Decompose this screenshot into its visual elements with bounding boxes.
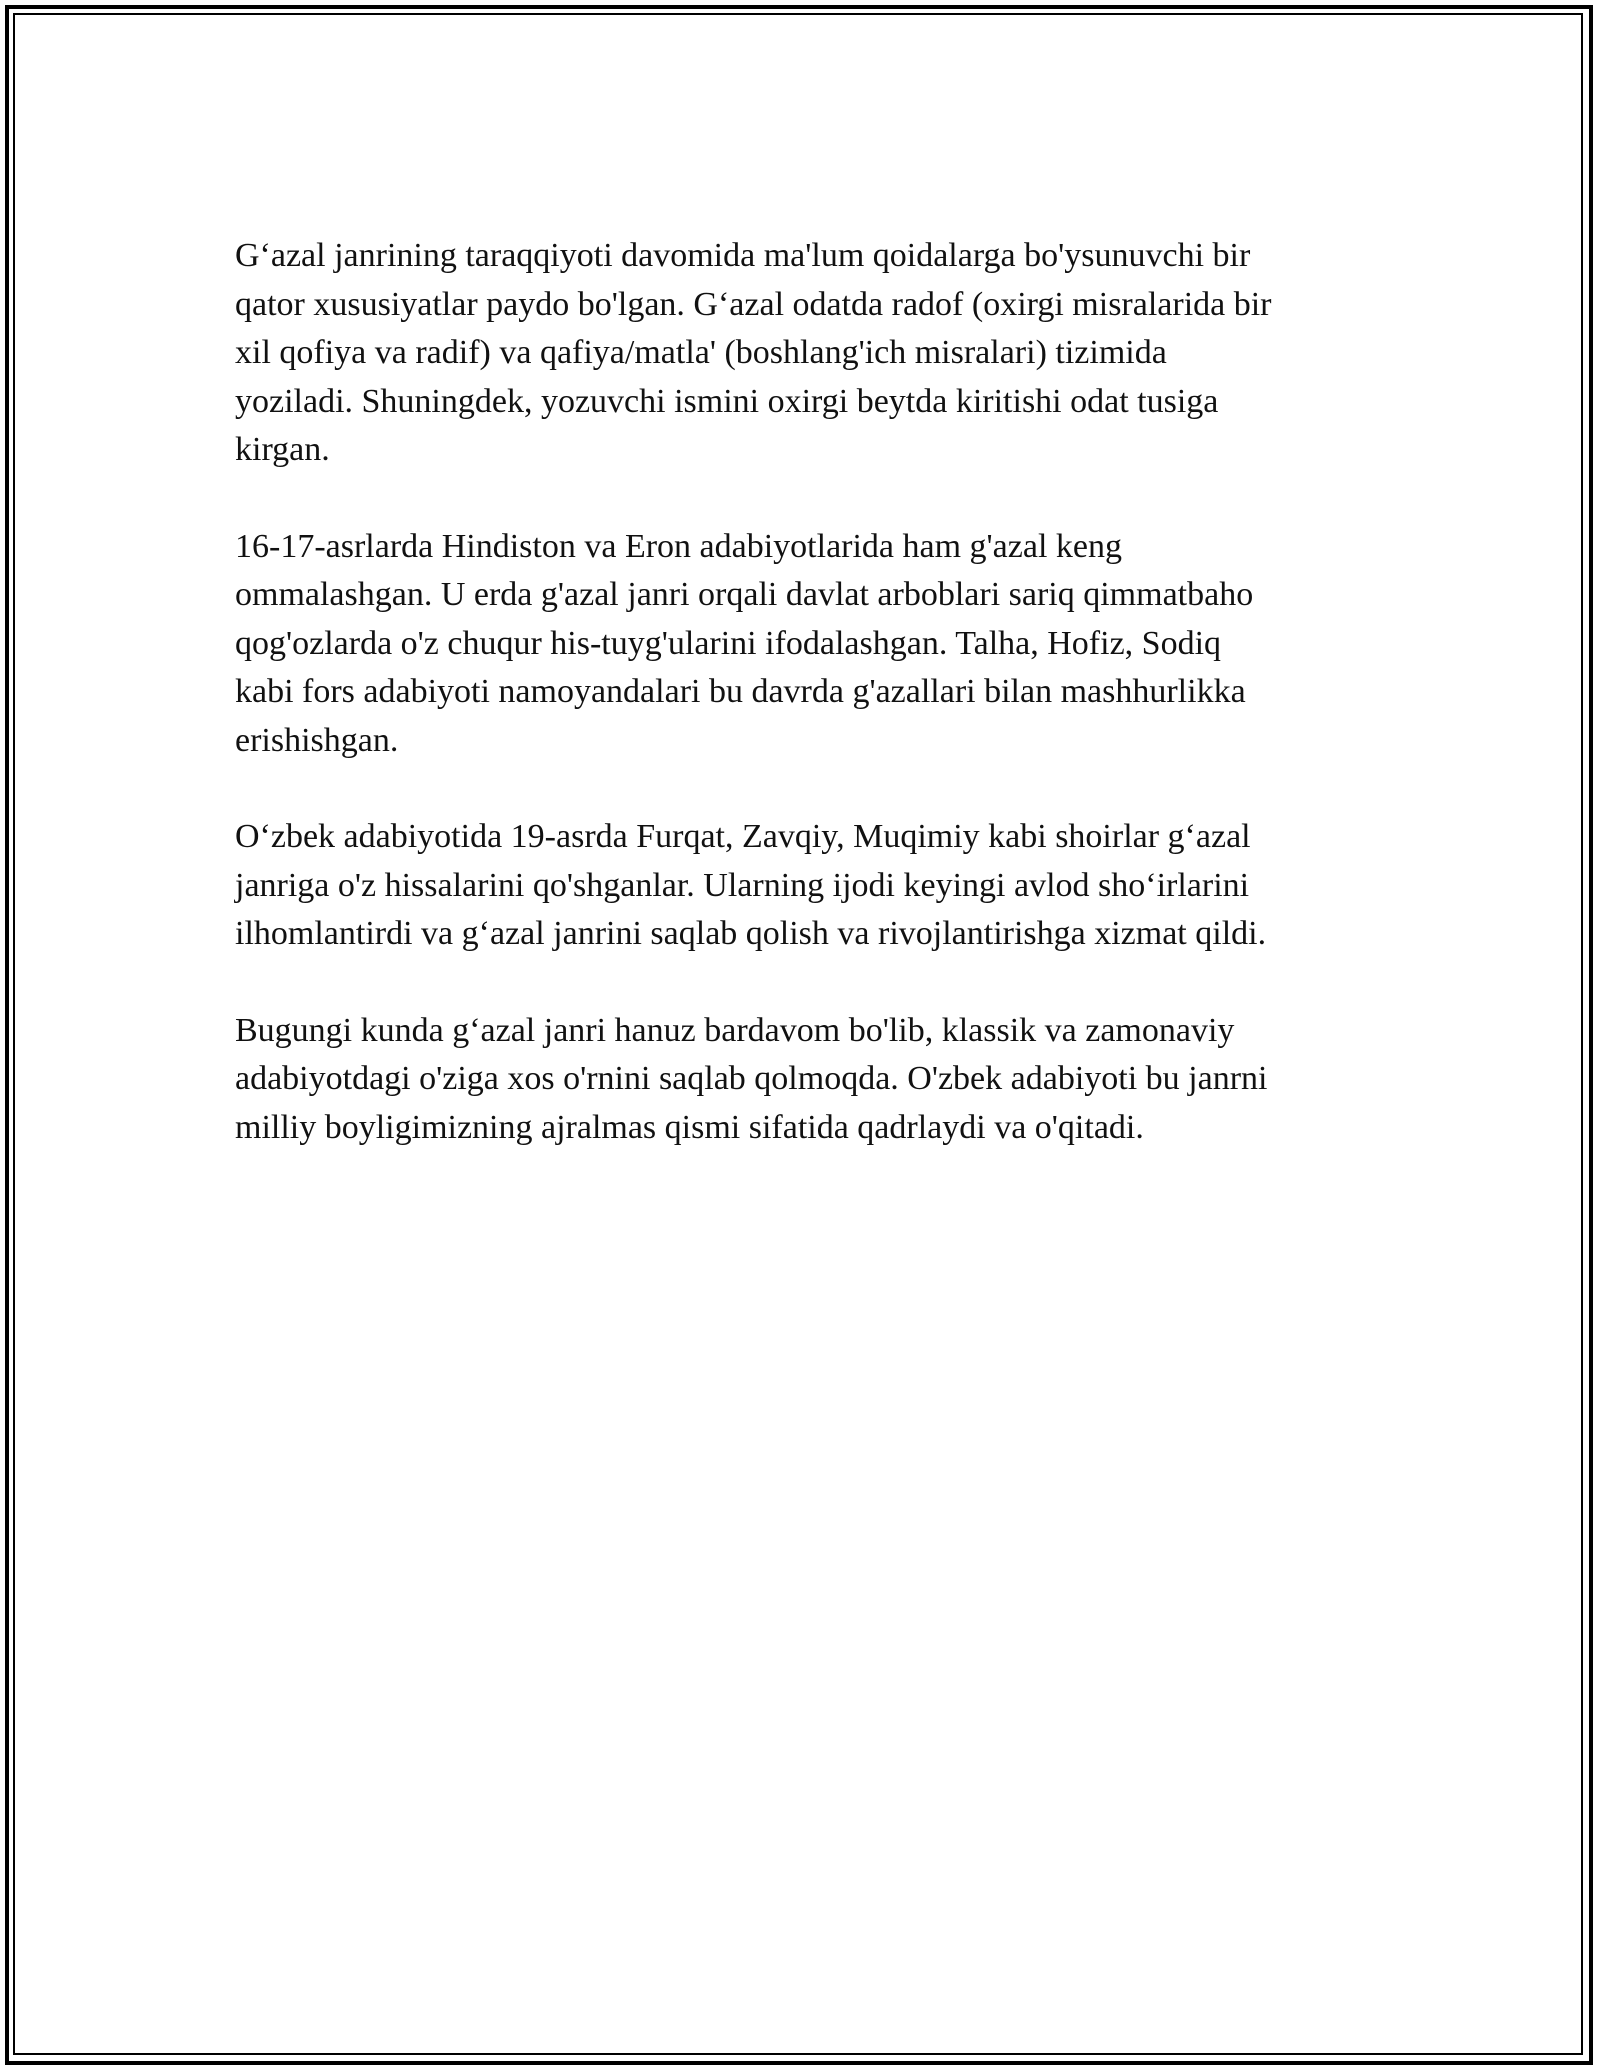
paragraph-3: O‘zbek adabiyotida 19-asrda Furqat, Zavqiy, Muqimiy kabi shoirlar g‘azal janriga o'z hissalarini qo'shganlar. Ularning ijodi keyingi avlod sho‘irlarini ilhomlantirdi va g‘azal janrini saqlab qolish va rivojlantirishga xizmat qildi. [235, 818, 1267, 952]
paragraph-1: G‘azal janrining taraqqiyoti davomida ma'lum qoidalarga bo'ysunuvchi bir qator xususiyatlar paydo bo'lgan. G‘azal odatda radof (oxirgi misralarida bir xil qofiya va radif) va qafiya/matla' (boshlang'ich misralari) tizimida yoziladi. Shuningdek, yozuvchi ismini oxirgi beytda kiritishi odat tusiga kirgan. [235, 237, 1272, 468]
paragraph-4: Bugungi kunda g‘azal janri hanuz bardavom bo'lib, klassik va zamonaviy adabiyotdagi o'ziga xos o'rnini saqlab qolmoqda. O'zbek adabiyoti bu janrni milliy boyligimizning ajralmas qismi sifatida qadrlaydi va o'qitadi. [235, 1011, 1268, 1146]
document-body [235, 232, 1365, 1200]
paragraph-2: 16-17-asrlarda Hindiston va Eron adabiyotlarida ham g'azal keng ommalashgan. U erda g'azal janri orqali davlat arboblari sariq qimmatbaho qog'ozlarda o'z chuqur his-tuyg'ularini ifodalashgan. Talha, Hofiz, Sodiq kabi fors adabiyoti namoyandalari bu davrda g'azallari bilan mashhurlikka erishishgan. [235, 527, 1254, 759]
